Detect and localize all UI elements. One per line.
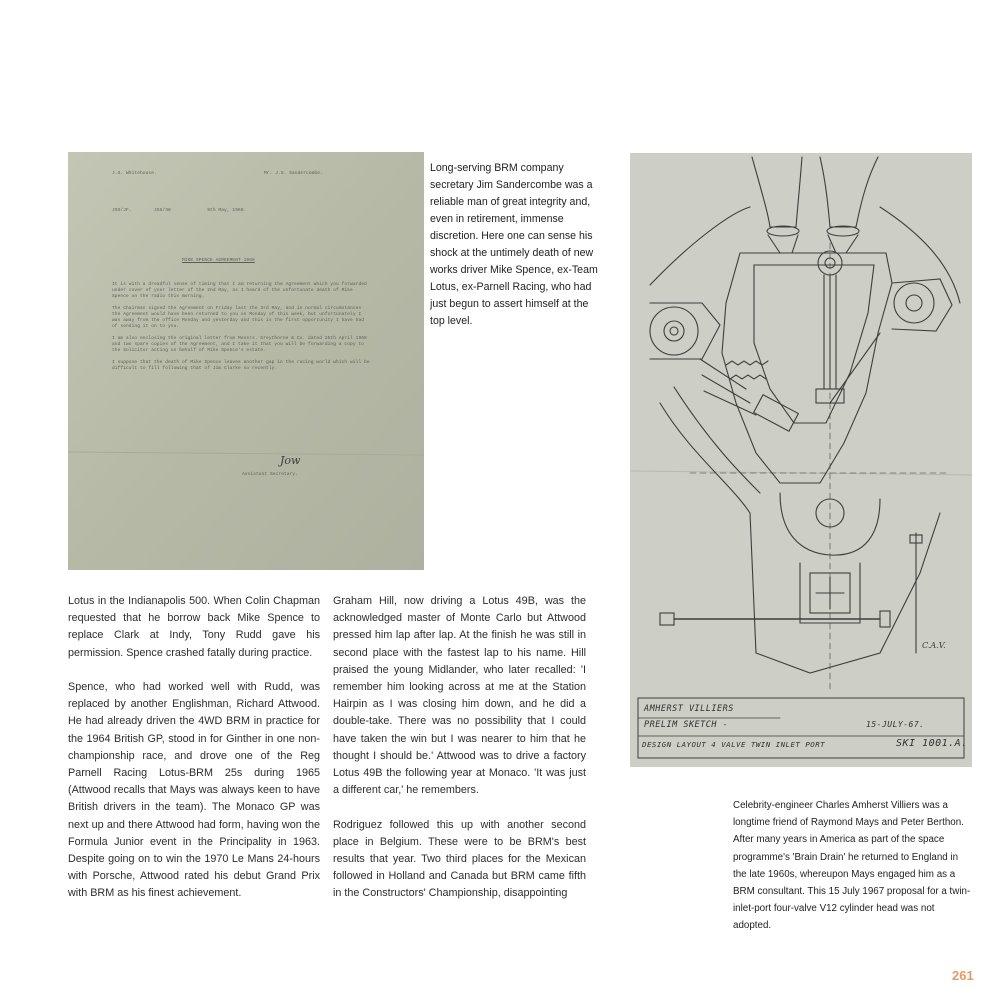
letter-title: MIKE SPENCE AGREEMENT 1968: [182, 258, 255, 263]
drawing-description: DESIGN LAYOUT 4 VALVE TWIN INLET PORT: [642, 740, 826, 749]
engine-drawing: [630, 153, 972, 767]
caption-letter: Long-serving BRM company secretary Jim Sandercombe was a reliable man of great integrity and, even in retirement, immense discretion. Here one can sense his shock at the untimely death of new works driver Mike Spence, ex-Team Lotus, ex-Parnell Racing, who had just begun to assert himself at the top level.: [430, 162, 598, 327]
handwritten-signature: Jow: [280, 454, 301, 467]
letter-photo: [68, 152, 424, 570]
paragraph: Graham Hill, now driving a Lotus 49B, was the acknowledged master of Monte Carlo but Attwood pressed him lap after lap. At the finish he was still in second place with the fastest lap to his name. Hill praised the young Midlander, who later recalled: 'I remember him looking across at me at the Station Hairpin as I was closing him down, and he did a double-take. There was no possibility that I could have taken the win but I was nearer to him that he thought I should be.' Attwood was to drive a factory Lotus 49B the following year at Monaco. 'It was just a different car,' he remembers.: [333, 595, 586, 797]
drawing-number: SKI 1001.A.: [896, 738, 968, 749]
paragraph: Rodriguez followed this up with another second place in Belgium. These were to be BRM's best results that year. Two third places for the Mexican followed in Holland and Canada but BRM came fifth in the Constructors' Championship, disappointing: [333, 818, 586, 900]
paragraph: Lotus in the Indianapolis 500. When Colin Chapman requested that he borrow back Mike Spence to replace Clark at Indy, Tony Rudd gave his permission. Spence crashed fatally during practice.: [68, 595, 320, 659]
letter-signature-title: Assistant Secretary.: [242, 472, 299, 477]
drawing-author: AMHERST VILLIERS: [644, 704, 734, 714]
letter-refs: JSS/JF. JSS/38 9th May, 1968.: [112, 208, 247, 213]
drawing-type: PRELIM SKETCH -: [644, 720, 729, 730]
page-number: 261: [952, 968, 974, 983]
letter-body: It is with a dreadful sense of timing that I am returning the Agreement which you forwarded under cover of your letter of the 2nd May, as I heard of the unfortunate death of Mike Spence on the radio this morning. The Chairman signed the Agreement on Friday last the 3rd May, and in normal circumstances the Agreement would have been returned to you on Monday of this week, but unfortunately I was away from the office Monday and yesterday and this is the first opportunity I have had of sending it on to you. I am also enclosing the original letter from Messrs. Greythorne & Co. dated 25th April 1968 and two spare copies of the Agreement, and I take it that you will be forwarding a copy to the Solicitor acting on behalf of Mike Spence's estate. I suppose that the death of Mike Spence leaves another gap in the racing world which will be difficult to fill following that of Jim Clarke so recently.: [112, 282, 370, 371]
caption-drawing: Celebrity-engineer Charles Amherst Villiers was a longtime friend of Raymond Mays and Peter Berthon. After many years in America as part of the space programme's 'Brain Drain' he returned to England in the late 1960s, whereupon Mays engaged him as a BRM consultant. This 15 July 1967 proposal for a twin-inlet-port four-valve V12 cylinder head was not adopted.: [733, 800, 971, 932]
cylinder-head-sketch: [630, 153, 972, 767]
letter-from: J.S. Whitehouse.: [112, 171, 157, 176]
drawing-signature: C.A.V.: [922, 641, 946, 650]
drawing-title-block: [638, 698, 968, 758]
body-column-left: [68, 593, 320, 920]
drawing-date: 15-JULY-67.: [866, 720, 925, 729]
letter-to: Mr. J.S. Sandercombe.: [264, 171, 323, 176]
body-column-middle: [333, 593, 586, 920]
paragraph: Spence, who had worked well with Rudd, was replaced by another Englishman, Richard Attwood. He had already driven the 4WD BRM in practice for the 1964 British GP, stood in for Ginther in one non-championship race, and drove one of the Reg Parnell Racing Lotus-BRM 25s during 1965 (Attwood recalls that Mays was always keen to have British drivers in the team). The Monaco GP was next up and there Attwood had form, having won the Formula Junior event in the Principality in 1963. Despite going on to win the 1970 Le Mans 24-hours with Porsche, Attwood rated his debut Grand Prix with BRM as his finest achievement.: [68, 681, 320, 900]
